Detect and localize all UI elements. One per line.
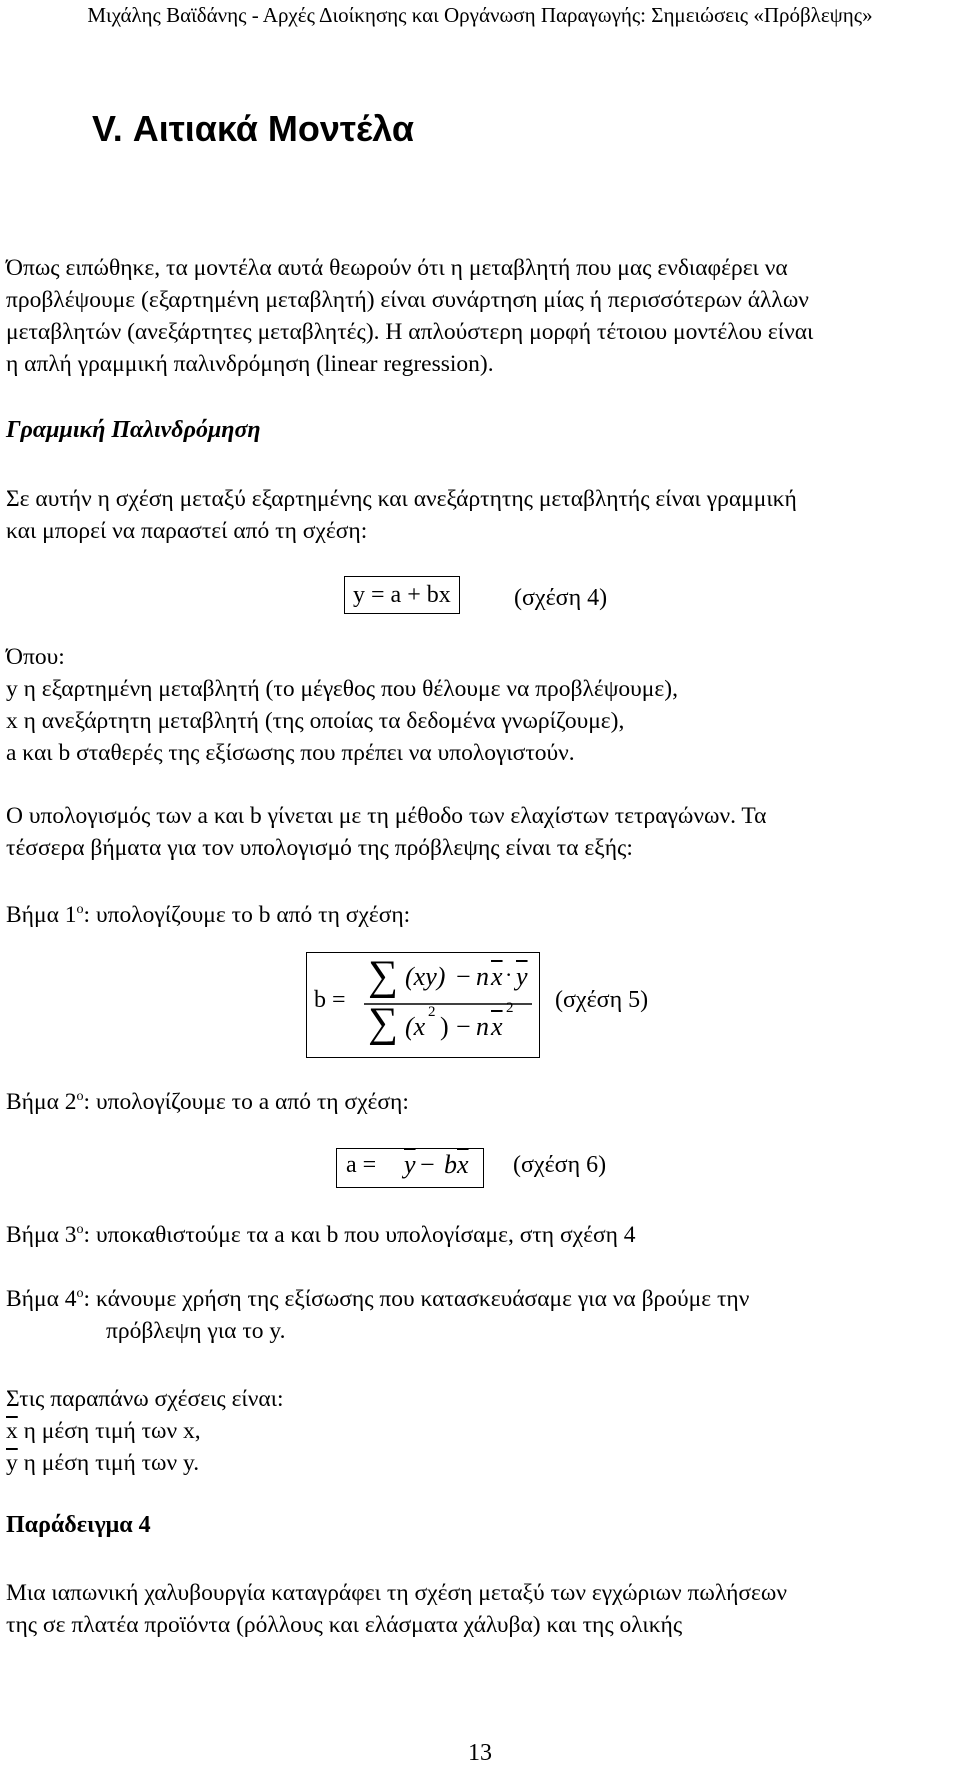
denominator-n: n — [476, 1012, 489, 1041]
chapter-title: V. Αιτιακά Μοντέλα — [92, 108, 414, 149]
notation-paragraph — [6, 1383, 954, 1479]
section-intro-paragraph — [6, 483, 954, 547]
step-1 — [6, 899, 954, 931]
denominator-minus: − — [456, 1012, 471, 1041]
equation-6-x-bar: $\overline{x}$ — [457, 1150, 469, 1179]
step-2 — [6, 1086, 954, 1118]
example-paragraph — [6, 1577, 954, 1641]
denominator-exp-2: 2 — [506, 1000, 514, 1016]
intro-line: προβλέψουμε (εξαρτημένη μεταβλητή) είναι συνάρτηση μίας ή περισσότερων άλλων — [6, 287, 809, 313]
numerator-xy: (xy) — [405, 962, 446, 991]
denominator-exp: 2 — [428, 1004, 436, 1020]
intro-paragraph — [6, 252, 954, 380]
numerator-dot: · — [505, 962, 513, 987]
numerator-x-bar: $\overline{x}$ — [491, 962, 503, 991]
section-title: Γραμμική Παλινδρόμηση — [6, 417, 261, 443]
x-bar-symbol: $\overline{x}$ — [6, 1418, 18, 1444]
where-line: x η ανεξάρτητη μεταβλητή (της οποίας τα δεδομένα γνωρίζουμε), — [6, 708, 625, 734]
where-title: Όπου: — [6, 644, 65, 670]
step-2-prefix: Βήμα 2 — [6, 1089, 77, 1115]
intro-line: η απλή γραμμική παλινδρόμηση (linear regression). — [6, 351, 494, 377]
step-1-sup: ο — [76, 901, 84, 918]
denominator-x-bar: $\overline{x}$ — [491, 1012, 503, 1041]
page-number: 13 — [468, 1740, 492, 1766]
equation-5-label: (σχέση 5) — [555, 987, 649, 1013]
example-title: Παράδειγμα 4 — [6, 1512, 151, 1538]
equation-6-y-bar: $\overline{y}$ — [404, 1150, 416, 1179]
sum-symbol: ∑ — [368, 953, 398, 999]
step-4-prefix: Βήμα 4 — [6, 1286, 77, 1312]
denominator-paren: ) — [440, 1012, 449, 1041]
step-1-prefix: Βήμα 1 — [6, 902, 77, 928]
numerator-n: n — [476, 962, 489, 991]
step-3-prefix: Βήμα 3 — [6, 1222, 77, 1248]
least-squares-paragraph — [6, 800, 954, 864]
example-line: Μια ιαπωνική χαλυβουργία καταγράφει τη σχέση μεταξύ των εγχώριων πωλήσεων — [6, 1580, 787, 1606]
equation-6-label: (σχέση 6) — [513, 1152, 607, 1178]
numerator-y-bar: $\overline{y}$ — [516, 962, 528, 991]
running-header: Μιχάλης Βαϊδάνης - Αρχές Διοίκησης και Οργάνωση Παραγωγής: Σημειώσεις «Πρόβλεψης» — [87, 3, 873, 27]
intro-line: Όπως ειπώθηκε, τα μοντέλα αυτά θεωρούν ότι η μεταβλητή που μας ενδιαφέρει να — [6, 255, 788, 281]
step-4 — [6, 1283, 954, 1347]
denominator-x: (x — [405, 1012, 426, 1041]
notation-title: Στις παραπάνω σχέσεις είναι: — [6, 1386, 284, 1412]
where-line: y η εξαρτημένη μεταβλητή (το μέγεθος που θέλουμε να προβλέψουμε), — [6, 676, 678, 702]
y-bar-symbol: $\overline{y}$ — [6, 1450, 18, 1476]
section-intro-line: και μπορεί να παραστεί από τη σχέση: — [6, 518, 368, 544]
least-squares-line: Ο υπολογισμός των a και b γίνεται με τη μέθοδο των ελαχίστων τετραγώνων. Τα — [6, 803, 767, 829]
step-3 — [6, 1219, 954, 1251]
step-4-text: : κάνουμε χρήση της εξίσωσης που κατασκευάσαμε για να βρούμε την — [83, 1286, 750, 1312]
where-line: a και b σταθερές της εξίσωσης που πρέπει να υπολογιστούν. — [6, 740, 575, 766]
step-3-text: : υποκαθιστούμε τα a και b που υπολογίσαμε, στη σχέση 4 — [83, 1222, 636, 1248]
numerator-minus: − — [456, 962, 471, 991]
equation-4-box: y = a + bx — [344, 576, 460, 614]
least-squares-line: τέσσερα βήματα για τον υπολογισμό της πρόβλεψης είναι τα εξής: — [6, 835, 633, 861]
equation-6-b: b — [444, 1150, 457, 1179]
equation-4-label: (σχέση 4) — [514, 585, 608, 611]
step-4-sup: ο — [76, 1285, 84, 1302]
example-line: της σε πλατέα προϊόντα (ρόλλους και ελάσματα χάλυβα) και της ολικής — [6, 1612, 683, 1638]
step-4-line-2: πρόβλεψη για το y. — [106, 1318, 286, 1344]
sum-symbol-denominator: ∑ — [368, 1000, 398, 1046]
equation-5-lhs: b = — [314, 987, 346, 1013]
step-3-sup: ο — [76, 1221, 84, 1238]
equation-6-minus: − — [420, 1150, 435, 1179]
equation-6-lhs: a = — [346, 1152, 377, 1178]
x-bar-text: η μέση τιμή των x, — [17, 1418, 201, 1444]
where-paragraph — [6, 641, 954, 769]
step-2-text: : υπολογίζουμε το a από τη σχέση: — [83, 1089, 409, 1115]
step-2-sup: ο — [76, 1088, 84, 1105]
intro-line: μεταβλητών (ανεξάρτητες μεταβλητές). Η απλούστερη μορφή τέτοιου μοντέλου είναι — [6, 319, 814, 345]
step-1-text: : υπολογίζουμε το b από τη σχέση: — [83, 902, 411, 928]
section-intro-line: Σε αυτήν η σχέση μεταξύ εξαρτημένης και ανεξάρτητης μεταβλητής είναι γραμμική — [6, 486, 797, 512]
y-bar-text: η μέση τιμή των y. — [17, 1450, 200, 1476]
